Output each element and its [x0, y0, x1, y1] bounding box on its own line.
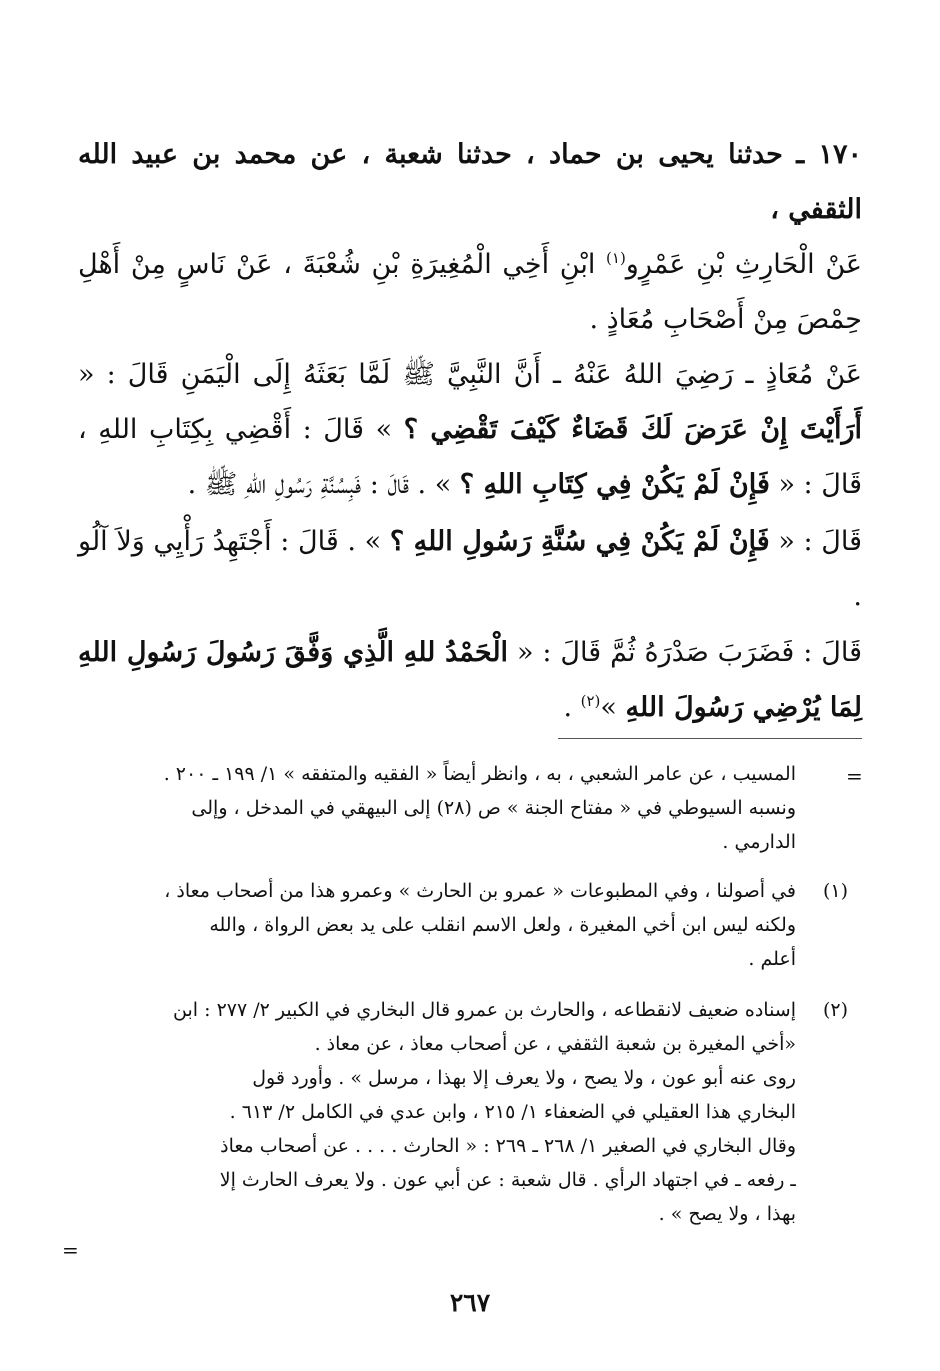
matn-text: .	[563, 692, 581, 723]
isnad-paragraph	[78, 237, 862, 347]
isnad-text: عَنْ الْحَارِثِ بْنِ عَمْرٍو	[625, 249, 862, 280]
page-number: ٢٦٧	[449, 1288, 491, 1317]
prophet-quote: الْحَمْدُ للهِ الَّذِي وَفَّقَ رَسُولَ رَسُولِ اللهِ لِمَا يُرْضِي رَسُولَ اللهِ	[78, 637, 862, 723]
footnote-line: أعلم .	[748, 948, 796, 970]
footnote-line: ولكنه ليس ابن أخي المغيرة ، ولعل الاسم انقلب على يد بعض الرواة ، والله	[209, 914, 796, 936]
footnote-line: الدارمي .	[722, 831, 796, 853]
hadith-number: ١٧٠ ـ	[796, 139, 862, 170]
footnote-line: في أصولنا ، وفي المطبوعات « عمرو بن الحارث » وعمرو هذا من أصحاب معاذ ،	[164, 880, 796, 902]
matn-paragraph-2	[78, 514, 862, 624]
matn-text: » قَالَ : أَقْضِي بِكِتَابِ اللهِ ، قَالَ : «	[78, 414, 862, 500]
footnote-number: (٢)	[822, 999, 848, 1021]
hadith-heading	[78, 127, 862, 237]
footnote-ref-1: (١)	[606, 249, 626, 267]
footnote-line: إسناده ضعيف لانقطاعه ، والحارث بن عمرو قال البخاري في الكبير ٢/ ٢٧٧ : ابن	[173, 999, 796, 1021]
matn-text: » . قَالَ : أَجْتَهِدُ رَأْيِي وَلاَ آلُو .	[78, 526, 862, 612]
footnote-line: وقال البخاري في الصغير ١/ ٢٦٨ ـ ٢٦٩ : « الحارث . . . . عن أصحاب معاذ	[220, 1135, 796, 1157]
footnote-line: ـ رفعه ـ في اجتهاد الرأي . قال شعبة : عن أبي عون . ولا يعرف الحارث إلا	[219, 1169, 796, 1191]
footnote-line: بهذا ، ولا يصح » .	[658, 1203, 796, 1225]
matn-text: قَالَ : فَضَرَبَ صَدْرَهُ ثُمَّ قَالَ : «	[508, 637, 862, 668]
matn-text: عَنْ مُعَاذٍ ـ رَضِيَ اللهُ عَنْهُ ـ أَنَّ النَّبِيَّ ﷺ لَمَّا بَعَثَهُ إِلَى الْيَمَنِ قَالَ : «	[78, 359, 862, 390]
matn-paragraph-1	[78, 347, 862, 512]
footnote-2	[76, 993, 848, 1231]
prophet-quote: أَرَأَيْتَ إِنْ عَرَضَ لَكَ قَضَاءٌ كَيْفَ تَقْضِي ؟	[403, 414, 862, 445]
footnote-line: ونسبه السيوطي في « مفتاح الجنة » ص (٢٨) إلى البيهقي في المدخل ، وإلى	[191, 797, 796, 819]
footnote-continued	[76, 757, 848, 859]
footnote-number: (١)	[822, 880, 848, 902]
footnote-line: روى عنه أبو عون ، ولا يصح ، ولا يعرف إلا بهذا ، مرسل » . وأورد قول	[252, 1067, 796, 1089]
matn-text: قَالَ : «	[769, 526, 862, 557]
continuation-mark-top: =	[846, 764, 863, 788]
prophet-quote: فَإِنْ لَمْ يَكُنْ فِي كِتَابِ اللهِ ؟	[459, 469, 770, 500]
footnote-ref-2: (٢)	[580, 692, 601, 710]
footnote-line: البخاري هذا العقيلي في الضعفاء ١/ ٢١٥ ، وابن عدي في الكامل ٢/ ٦١٣ .	[229, 1101, 796, 1123]
footnote-line: المسيب ، عن عامر الشعبي ، به ، وانظر أيضاً « الفقيه والمتفقه » ١/ ١٩٩ ـ ٢٠٠ .	[163, 763, 796, 785]
isnad-rest: ابْنِ أَخِي الْمُغِيرَةِ بْنِ شُعْبَةَ ، عَنْ نَاسٍ مِنْ أَهْلِ حِمْصَ مِنْ أَصْحَابِ مُعَاذٍ .	[78, 249, 862, 335]
continuation-mark-bottom: =	[62, 1238, 79, 1262]
matn-text: »	[600, 692, 626, 723]
matn-text: » . قَالَ : فَبِسُنَّةِ رَسُولِ اللهِ ﷺ .	[187, 469, 460, 500]
footnote-line: «أخي المغيرة بن شعبة الثقفي ، عن أصحاب معاذ ، عن معاذ .	[314, 1033, 796, 1055]
hadith-narration: حدثنا يحيى بن حماد ، حدثنا شعبة ، عن محمد بن عبيد الله الثقفي ،	[78, 139, 862, 225]
prophet-quote: فَإِنْ لَمْ يَكُنْ فِي سُنَّةِ رَسُولِ اللهِ ؟	[389, 526, 770, 557]
matn-paragraph-3	[78, 625, 862, 735]
footnote-1	[76, 874, 848, 976]
footnote-separator	[558, 738, 862, 739]
